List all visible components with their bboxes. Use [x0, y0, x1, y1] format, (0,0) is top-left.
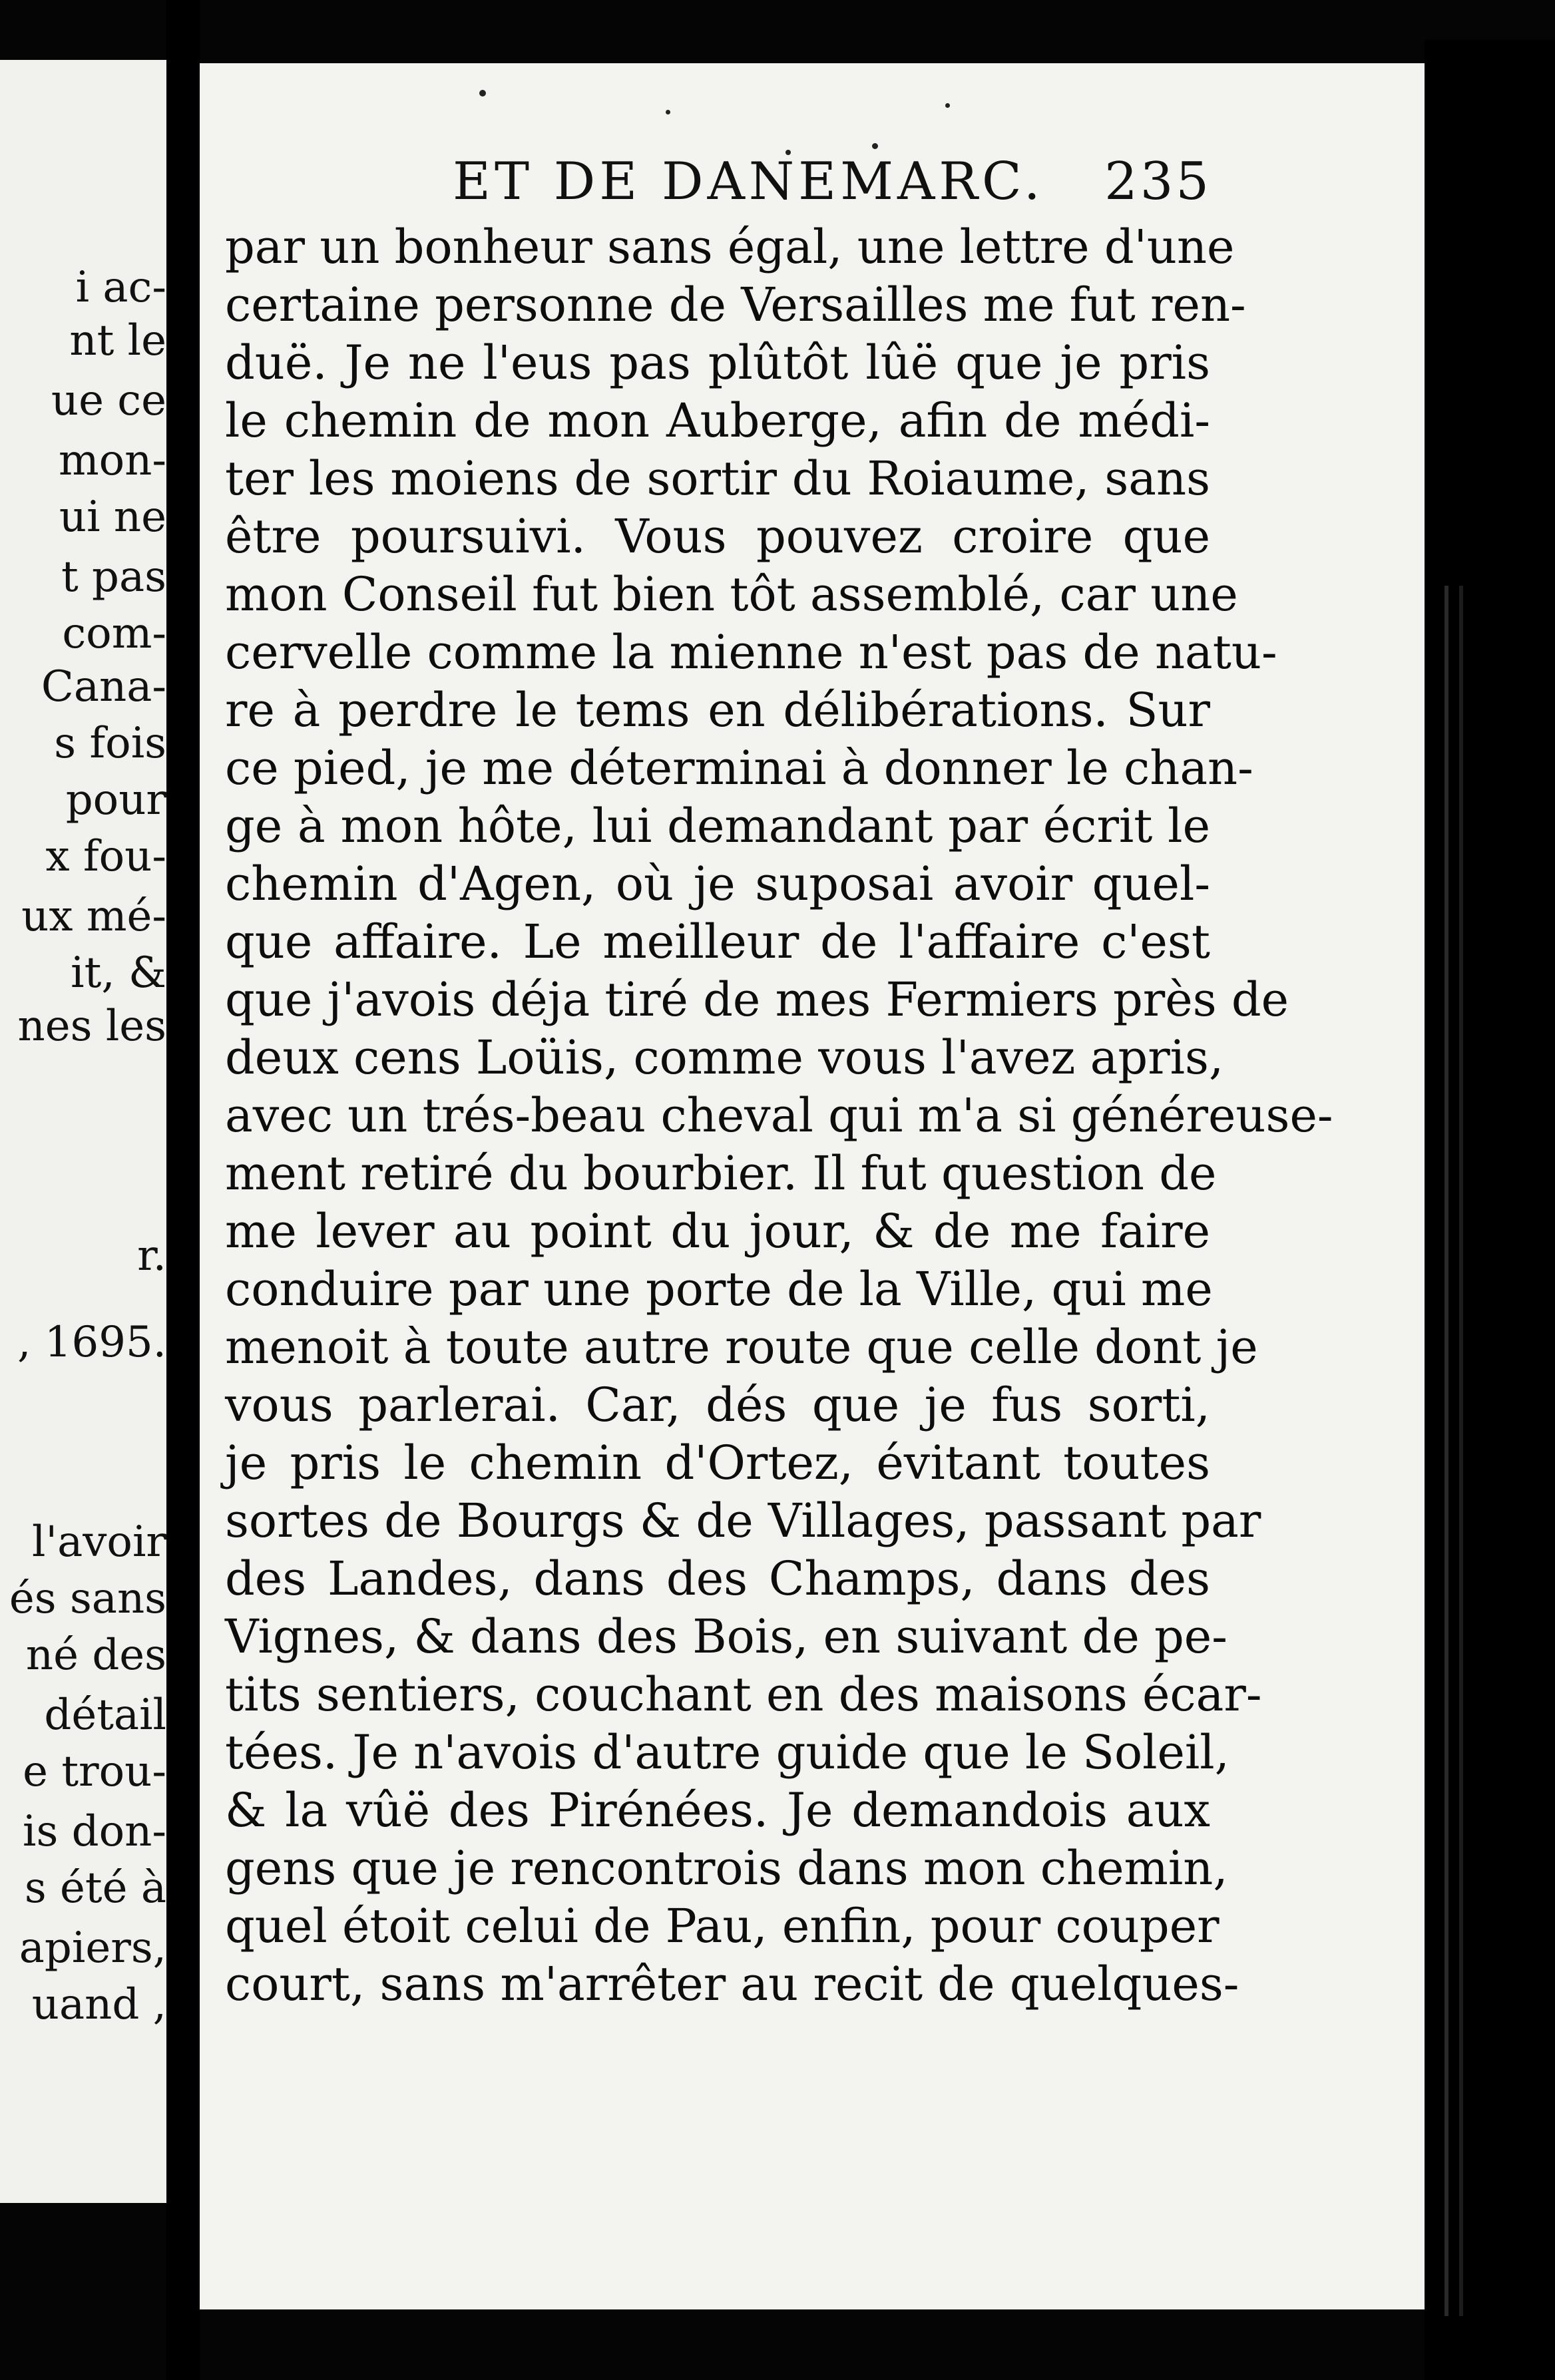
body-text	[225, 218, 1333, 2013]
text-line: tées. Je n'avois d'autre guide que le Soleil,	[225, 1725, 1229, 1780]
left-page-fragment: ui ne	[59, 493, 166, 542]
left-page-fragment: ue ce	[51, 376, 166, 425]
text-line: ce pied, je me déterminai à donner le chan-	[225, 741, 1253, 795]
text-line: deux cens Loüis, comme vous l'avez apris,	[225, 1030, 1224, 1085]
text-line: gens que je rencontrois dans mon chemin,	[225, 1841, 1228, 1895]
text-line: court, sans m'arrêter au recit de quelques-	[225, 1957, 1239, 2011]
text-line: que j'avois déja tiré de mes Fermiers près de	[225, 972, 1289, 1027]
text-line: certaine personne de Versailles me fut ren-	[225, 278, 1246, 332]
text-line: tits sentiers, couchant en des maisons écar-	[225, 1667, 1262, 1722]
page-number: 235	[1104, 152, 1212, 212]
left-page-fragment: is don-	[23, 1807, 166, 1856]
left-page-fragment: t pas	[61, 552, 166, 602]
left-page-fragment: r.	[137, 1231, 166, 1281]
text-line: avec un trés-beau cheval qui m'a si généreuse-	[225, 1088, 1333, 1143]
left-page-fragment: e trou-	[23, 1747, 166, 1796]
text-line: ge à mon hôte, lui demandant par écrit le	[225, 799, 1210, 853]
left-page-fragment: s été à	[24, 1864, 166, 1913]
left-page-fragment: apiers,	[19, 1923, 166, 1973]
text-line: conduire par une porte de la Ville, qui me	[225, 1262, 1213, 1316]
previous-page-strip	[0, 60, 166, 2203]
text-line: vous parlerai. Car, dés que je fus sorti,	[225, 1378, 1210, 1432]
left-page-fragment: né des	[25, 1631, 166, 1680]
left-page-fragment: mon-	[58, 436, 166, 485]
text-line: ter les moiens de sortir du Roiaume, sans	[225, 451, 1210, 506]
text-line: Vignes, & dans des Bois, en suivant de pe-	[225, 1609, 1227, 1664]
text-line: que affaire. Le meilleur de l'affaire c'est	[225, 914, 1210, 969]
text-line: le chemin de mon Auberge, afin de médi-	[225, 393, 1210, 448]
left-page-fragment: nes les	[17, 1002, 166, 1051]
left-page-fragment: , 1695.	[17, 1318, 166, 1367]
text-line: je pris le chemin d'Ortez, évitant toutes	[225, 1436, 1210, 1490]
left-page-fragment: it, &	[71, 948, 166, 998]
page-edge	[1425, 40, 1555, 2380]
text-line: chemin d'Agen, où je suposai avoir quel-	[225, 857, 1210, 911]
text-line: sortes de Bourgs & de Villages, passant par	[225, 1493, 1261, 1548]
text-line: cervelle comme la mienne n'est pas de natu-	[225, 625, 1277, 680]
left-page-fragment: x fou-	[45, 832, 166, 881]
left-page-fragment: l'avoir	[32, 1517, 166, 1567]
running-head: ET DE DANEMARC.	[453, 152, 1044, 212]
text-line: ment retiré du bourbier. Il fut question de	[225, 1146, 1217, 1201]
left-page-fragment: és sans	[9, 1574, 166, 1623]
left-page-fragment: ux mé-	[21, 892, 166, 941]
text-line: re à perdre le tems en délibérations. Sur	[225, 683, 1210, 737]
left-page-fragment: i ac-	[75, 263, 166, 312]
text-line: par un bonheur sans égal, une lettre d'une	[225, 220, 1235, 274]
text-line: me lever au point du jour, & de me faire	[225, 1204, 1210, 1259]
left-page-fragment: nt le	[69, 316, 166, 365]
book-gutter	[166, 0, 200, 2380]
text-line: & la vûë des Pirénées. Je demandois aux	[225, 1783, 1210, 1838]
left-page-fragment: Cana-	[41, 662, 166, 711]
text-line: mon Conseil fut bien tôt assemblé, car une	[225, 567, 1238, 622]
text-line: menoit à toute autre route que celle dont je	[225, 1320, 1258, 1374]
left-page-fragment: s fois	[54, 719, 166, 768]
left-page-fragment: pour	[65, 775, 166, 825]
text-line: quel étoit celui de Pau, enfin, pour couper	[225, 1899, 1220, 1953]
left-page-fragment: détail	[44, 1690, 166, 1740]
left-page-fragment: uand ,	[31, 1980, 166, 2029]
left-page-fragment: com-	[62, 609, 166, 658]
page-header	[253, 152, 1212, 212]
text-line: être poursuivi. Vous pouvez croire que	[225, 509, 1210, 564]
text-line: duë. Je ne l'eus pas plûtôt lûë que je pris	[225, 335, 1210, 390]
text-line: des Landes, dans des Champs, dans des	[225, 1551, 1210, 1606]
